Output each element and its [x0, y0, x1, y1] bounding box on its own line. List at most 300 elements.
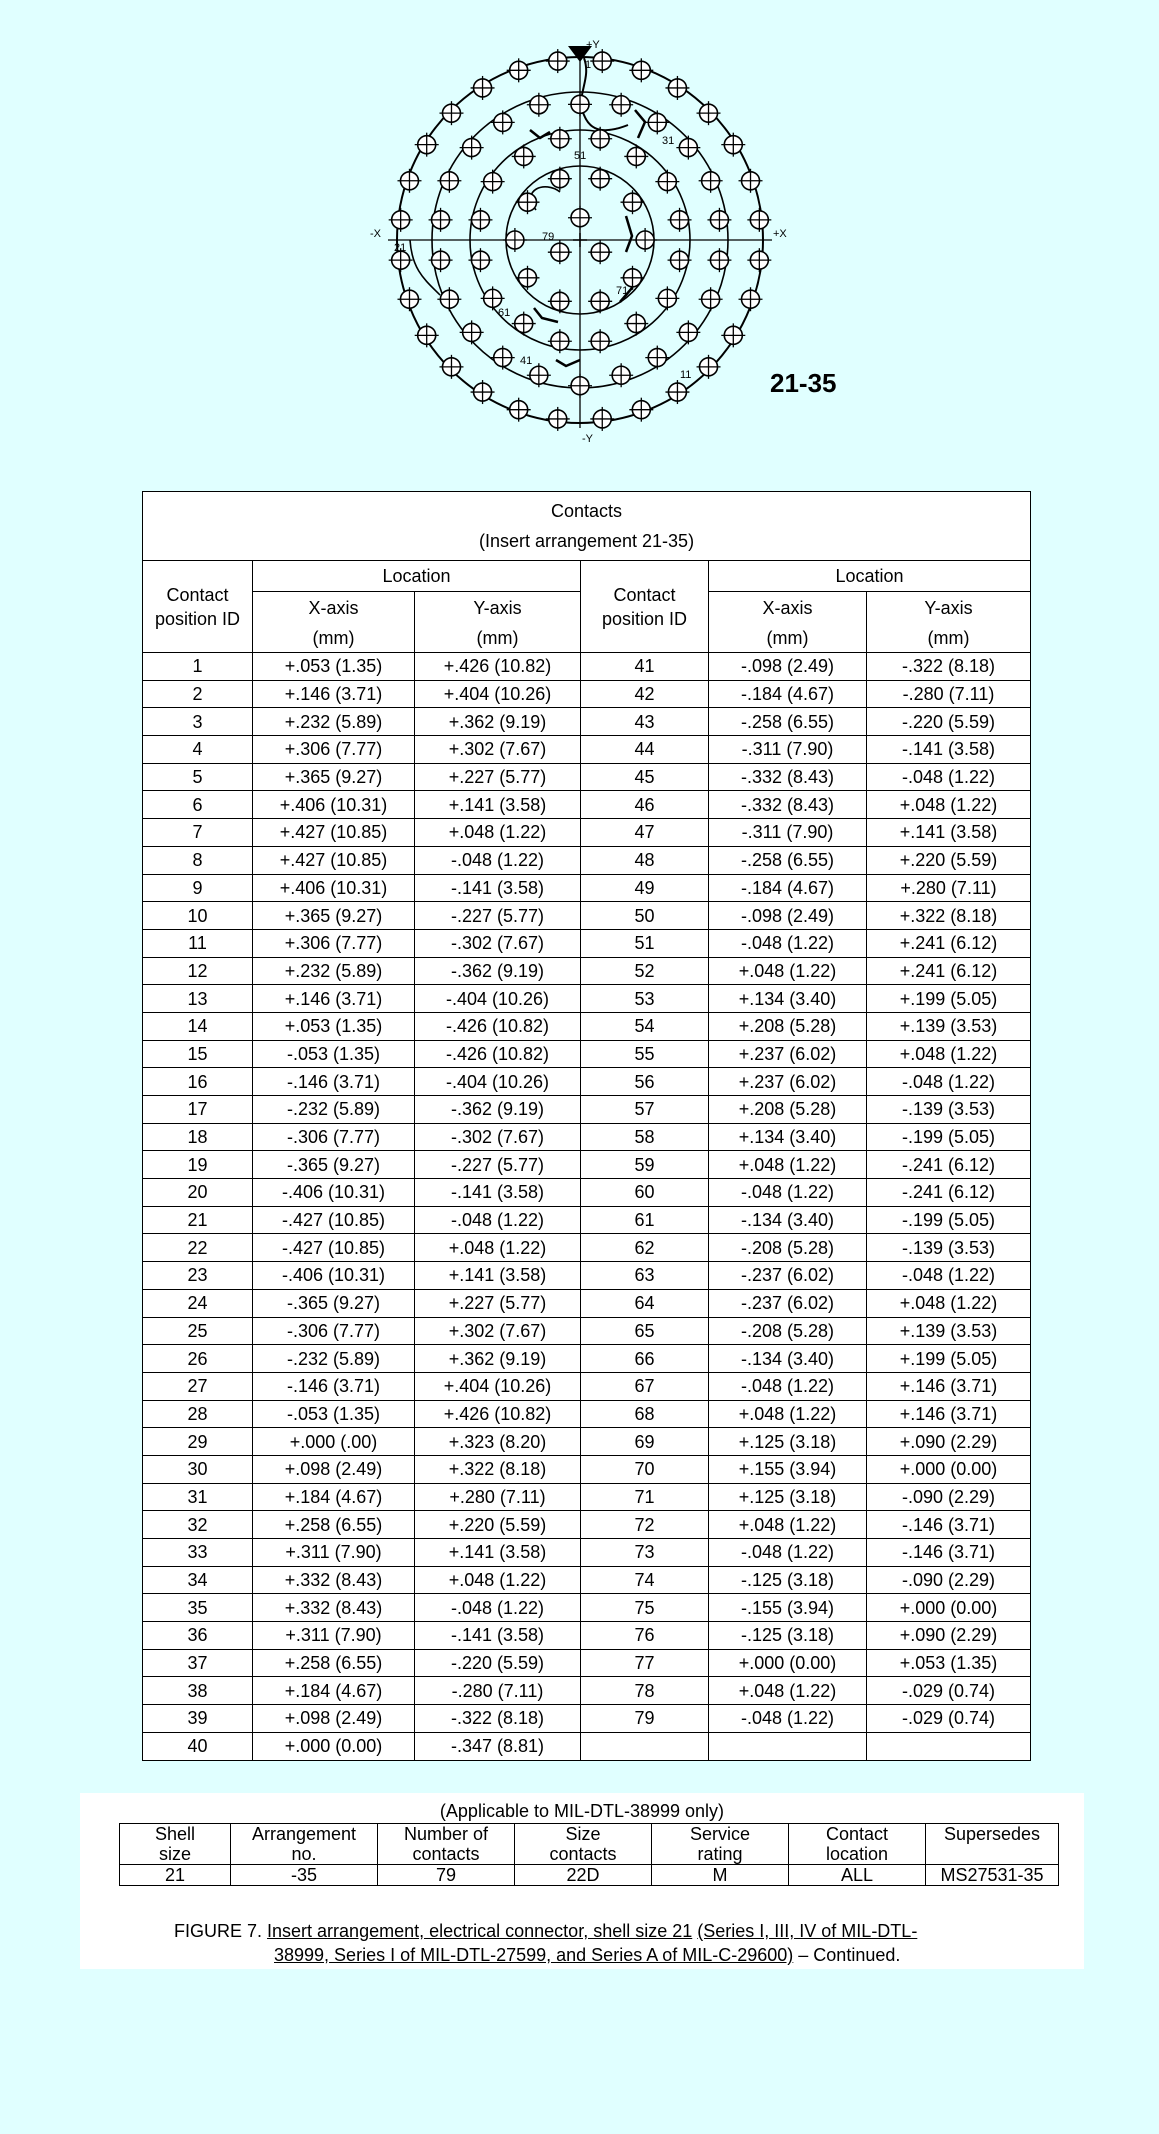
- cell-contact-id: 26: [143, 1345, 253, 1373]
- cell-y-axis: -.199 (5.05): [867, 1123, 1031, 1151]
- cell-y-axis: +.227 (5.77): [415, 1289, 581, 1317]
- table-row: [143, 680, 1031, 708]
- header-contact-id-right: Contact position ID: [581, 561, 709, 653]
- cell-x-axis: +.306 (7.77): [253, 929, 415, 957]
- caption-title: Insert arrangement, electrical connector, shell size 21: [267, 1921, 693, 1941]
- cell-x-axis: +.306 (7.77): [253, 736, 415, 764]
- cell-y-axis: +.220 (5.59): [415, 1511, 581, 1539]
- contact-symbol: [468, 208, 492, 232]
- cell-contact-id: 39: [143, 1705, 253, 1733]
- header-unit-y-left: (mm): [415, 624, 581, 653]
- table-row: [143, 1677, 1031, 1705]
- cell-contact-id: 25: [143, 1317, 253, 1345]
- cell-x-axis: -.232 (5.89): [253, 1096, 415, 1124]
- figure-caption: [174, 1919, 1014, 1967]
- cell-x-axis: -.125 (3.18): [709, 1622, 867, 1650]
- header-x-axis-left: X-axis: [253, 592, 415, 625]
- contact-symbol: [655, 170, 679, 194]
- cell-y-axis: -.199 (5.05): [867, 1206, 1031, 1234]
- cell-contact-id: 57: [581, 1096, 709, 1124]
- header-x-axis-right: X-axis: [709, 592, 867, 625]
- cell-x-axis: -.406 (10.31): [253, 1179, 415, 1207]
- cell-y-axis: +.000 (0.00): [867, 1594, 1031, 1622]
- cell-y-axis: +.426 (10.82): [415, 1400, 581, 1428]
- cell-y-axis: -.322 (8.18): [867, 653, 1031, 681]
- cell-x-axis: -.237 (6.02): [709, 1262, 867, 1290]
- cell-x-axis: -.048 (1.22): [709, 1539, 867, 1567]
- table-row: [143, 1206, 1031, 1234]
- spec-header-line: Number of: [403, 1824, 489, 1844]
- cell-y-axis: +.322 (8.18): [415, 1455, 581, 1483]
- cell-x-axis: +.000 (.00): [253, 1428, 415, 1456]
- table-row: [143, 1068, 1031, 1096]
- spec-header-cell: [515, 1824, 652, 1865]
- cell-y-axis: -.241 (6.12): [867, 1179, 1031, 1207]
- table-row: [143, 1566, 1031, 1594]
- cell-contact-id: 23: [143, 1262, 253, 1290]
- contacts-title-line2: (Insert arrangement 21-35): [478, 531, 695, 551]
- cell-y-axis: +.053 (1.35): [867, 1649, 1031, 1677]
- cell-y-axis: -.362 (9.19): [415, 957, 581, 985]
- cell-x-axis: [709, 1732, 867, 1760]
- cell-y-axis: -.302 (7.67): [415, 929, 581, 957]
- cell-contact-id: 58: [581, 1123, 709, 1151]
- cell-x-axis: +.048 (1.22): [709, 957, 867, 985]
- spec-header-line: [926, 1844, 1058, 1864]
- cell-contact-id: 68: [581, 1400, 709, 1428]
- cell-contact-id: 70: [581, 1455, 709, 1483]
- position-label-79: 79: [542, 231, 555, 243]
- cell-x-axis: -.232 (5.89): [253, 1345, 415, 1373]
- cell-x-axis: -.184 (4.67): [709, 874, 867, 902]
- spec-header-cell: [652, 1824, 789, 1865]
- cell-y-axis: +.000 (0.00): [867, 1455, 1031, 1483]
- cell-y-axis: +.302 (7.67): [415, 1317, 581, 1345]
- cell-contact-id: [581, 1732, 709, 1760]
- position-label-31: 31: [662, 135, 675, 147]
- cell-y-axis: +.199 (5.05): [867, 985, 1031, 1013]
- table-row: [143, 1649, 1031, 1677]
- cell-contact-id: 78: [581, 1677, 709, 1705]
- cell-y-axis: -.220 (5.59): [415, 1649, 581, 1677]
- cell-x-axis: -.184 (4.67): [709, 680, 867, 708]
- contact-symbol: [590, 407, 614, 431]
- cell-contact-id: 50: [581, 902, 709, 930]
- table-row: [143, 1455, 1031, 1483]
- cell-x-axis: +.053 (1.35): [253, 653, 415, 681]
- cell-y-axis: -.048 (1.22): [867, 1068, 1031, 1096]
- cell-contact-id: 75: [581, 1594, 709, 1622]
- cell-x-axis: -.311 (7.90): [709, 736, 867, 764]
- cell-contact-id: 59: [581, 1151, 709, 1179]
- contact-symbol: [739, 169, 763, 193]
- contact-symbol: [516, 190, 540, 214]
- cell-x-axis: +.125 (3.18): [709, 1483, 867, 1511]
- contact-symbol: [468, 248, 492, 272]
- cell-contact-id: 24: [143, 1289, 253, 1317]
- contact-symbol: [491, 110, 515, 134]
- spec-header-line: Contact: [825, 1824, 889, 1844]
- contact-symbol: [481, 170, 505, 194]
- header-unit-y-right: (mm): [867, 624, 1031, 653]
- table-row: [143, 1289, 1031, 1317]
- cell-y-axis: +.048 (1.22): [867, 791, 1031, 819]
- cell-y-axis: +.302 (7.67): [415, 736, 581, 764]
- caption-series-part2: 38999, Series I of MIL-DTL-27599, and Series A of MIL-C-29600): [274, 1945, 794, 1965]
- cell-y-axis: +.362 (9.19): [415, 1345, 581, 1373]
- contact-symbol: [676, 136, 700, 160]
- cell-contact-id: 74: [581, 1566, 709, 1594]
- spec-header-line: contacts: [549, 1844, 617, 1864]
- spec-values-row: [120, 1865, 1059, 1886]
- cell-contact-id: 14: [143, 1012, 253, 1040]
- cell-x-axis: +.365 (9.27): [253, 763, 415, 791]
- position-label-51: 51: [574, 150, 587, 162]
- spec-header-line: Service: [689, 1824, 751, 1844]
- cell-contact-id: 44: [581, 736, 709, 764]
- contact-symbol: [697, 101, 721, 125]
- cell-x-axis: -.427 (10.85): [253, 1234, 415, 1262]
- cell-y-axis: +.048 (1.22): [415, 1566, 581, 1594]
- spec-header-cell: [231, 1824, 378, 1865]
- header-unit-x-right: (mm): [709, 624, 867, 653]
- cell-y-axis: -.280 (7.11): [415, 1677, 581, 1705]
- cell-contact-id: 8: [143, 846, 253, 874]
- cell-contact-id: 2: [143, 680, 253, 708]
- contact-symbol: [397, 287, 421, 311]
- contacts-table-title: [143, 492, 1031, 561]
- cell-contact-id: 76: [581, 1622, 709, 1650]
- cell-contact-id: 3: [143, 708, 253, 736]
- cell-contact-id: 64: [581, 1289, 709, 1317]
- cell-x-axis: -.048 (1.22): [709, 929, 867, 957]
- cell-y-axis: +.404 (10.26): [415, 680, 581, 708]
- table-row: [143, 708, 1031, 736]
- cell-contact-id: 34: [143, 1566, 253, 1594]
- insert-arrangement-diagram: [370, 40, 790, 450]
- cell-y-axis: +.139 (3.53): [867, 1317, 1031, 1345]
- table-row: [143, 1483, 1031, 1511]
- table-row: [143, 1262, 1031, 1290]
- cell-y-axis: +.048 (1.22): [867, 1040, 1031, 1068]
- cell-x-axis: -.048 (1.22): [709, 1179, 867, 1207]
- contact-symbol: [512, 144, 536, 168]
- contact-symbol: [546, 49, 570, 73]
- cell-y-axis: -.227 (5.77): [415, 902, 581, 930]
- cell-x-axis: +.048 (1.22): [709, 1400, 867, 1428]
- cell-contact-id: 52: [581, 957, 709, 985]
- cell-contact-id: 79: [581, 1705, 709, 1733]
- cell-x-axis: +.406 (10.31): [253, 791, 415, 819]
- cell-x-axis: -.258 (6.55): [709, 846, 867, 874]
- cell-contact-id: 17: [143, 1096, 253, 1124]
- table-row: [143, 791, 1031, 819]
- cell-x-axis: +.406 (10.31): [253, 874, 415, 902]
- table-row: [143, 874, 1031, 902]
- spec-header-line: Shell: [154, 1824, 196, 1844]
- spec-header-cell: [789, 1824, 926, 1865]
- contact-symbol: [389, 208, 413, 232]
- cell-y-axis: -.426 (10.82): [415, 1012, 581, 1040]
- cell-x-axis: +.427 (10.85): [253, 846, 415, 874]
- cell-y-axis: -.322 (8.18): [415, 1705, 581, 1733]
- contact-symbol: [747, 248, 771, 272]
- cell-y-axis: -.090 (2.29): [867, 1483, 1031, 1511]
- cell-x-axis: +.311 (7.90): [253, 1539, 415, 1567]
- cell-y-axis: -.048 (1.22): [415, 1594, 581, 1622]
- caption-line1: [174, 1919, 1014, 1943]
- axis-label-neg-y: -Y: [582, 433, 593, 445]
- position-label-71: 71: [616, 285, 629, 297]
- cell-x-axis: +.311 (7.90): [253, 1622, 415, 1650]
- cell-x-axis: +.258 (6.55): [253, 1511, 415, 1539]
- cell-contact-id: 20: [143, 1179, 253, 1207]
- cell-y-axis: +.141 (3.58): [415, 1539, 581, 1567]
- contact-symbol: [747, 208, 771, 232]
- cell-contact-id: 71: [581, 1483, 709, 1511]
- cell-y-axis: +.241 (6.12): [867, 929, 1031, 957]
- cell-contact-id: 7: [143, 819, 253, 847]
- cell-contact-id: 49: [581, 874, 709, 902]
- cell-contact-id: 69: [581, 1428, 709, 1456]
- cell-contact-id: 42: [581, 680, 709, 708]
- table-row: [143, 1096, 1031, 1124]
- cell-x-axis: -.134 (3.40): [709, 1206, 867, 1234]
- cell-contact-id: 45: [581, 763, 709, 791]
- cell-contact-id: 18: [143, 1123, 253, 1151]
- cell-y-axis: +.404 (10.26): [415, 1372, 581, 1400]
- cell-y-axis: +.139 (3.53): [867, 1012, 1031, 1040]
- cell-x-axis: -.134 (3.40): [709, 1345, 867, 1373]
- cell-y-axis: -.347 (8.81): [415, 1732, 581, 1760]
- table-row: [143, 1428, 1031, 1456]
- cell-x-axis: -.311 (7.90): [709, 819, 867, 847]
- spec-header-line: contacts: [412, 1844, 480, 1864]
- cell-contact-id: 40: [143, 1732, 253, 1760]
- table-row: [143, 1012, 1031, 1040]
- spec-value-cell: MS27531-35: [926, 1865, 1059, 1886]
- spec-value-cell: ALL: [789, 1865, 926, 1886]
- cell-y-axis: +.090 (2.29): [867, 1622, 1031, 1650]
- arrangement-label: 21-35: [770, 368, 837, 398]
- cell-y-axis: +.146 (3.71): [867, 1400, 1031, 1428]
- spec-header-line: Supersedes: [943, 1824, 1041, 1844]
- cell-contact-id: 21: [143, 1206, 253, 1234]
- cell-x-axis: +.048 (1.22): [709, 1151, 867, 1179]
- cell-y-axis: -.048 (1.22): [415, 846, 581, 874]
- spec-header-cell: [378, 1824, 515, 1865]
- cell-x-axis: -.306 (7.77): [253, 1317, 415, 1345]
- cell-y-axis: -.048 (1.22): [867, 763, 1031, 791]
- contact-symbol: [645, 110, 669, 134]
- cell-x-axis: +.000 (0.00): [709, 1649, 867, 1677]
- cell-y-axis: +.362 (9.19): [415, 708, 581, 736]
- contact-symbol: [507, 58, 531, 82]
- cell-x-axis: -.427 (10.85): [253, 1206, 415, 1234]
- cell-contact-id: 29: [143, 1428, 253, 1456]
- cell-x-axis: -.053 (1.35): [253, 1040, 415, 1068]
- cell-y-axis: +.322 (8.18): [867, 902, 1031, 930]
- cell-x-axis: -.208 (5.28): [709, 1234, 867, 1262]
- cell-contact-id: 15: [143, 1040, 253, 1068]
- cell-contact-id: 67: [581, 1372, 709, 1400]
- spec-header-line: Arrangement: [251, 1824, 357, 1844]
- cell-x-axis: -.365 (9.27): [253, 1289, 415, 1317]
- cell-y-axis: -.146 (3.71): [867, 1539, 1031, 1567]
- applicability-note: (Applicable to MIL-DTL-38999 only): [439, 1801, 725, 1821]
- cell-x-axis: +.146 (3.71): [253, 680, 415, 708]
- cell-x-axis: -.365 (9.27): [253, 1151, 415, 1179]
- cell-contact-id: 36: [143, 1622, 253, 1650]
- cell-y-axis: +.280 (7.11): [415, 1483, 581, 1511]
- cell-y-axis: -.048 (1.22): [415, 1206, 581, 1234]
- cell-contact-id: 37: [143, 1649, 253, 1677]
- header-unit-x-left: (mm): [253, 624, 415, 653]
- cell-contact-id: 53: [581, 985, 709, 1013]
- cell-contact-id: 62: [581, 1234, 709, 1262]
- cell-x-axis: +.125 (3.18): [709, 1428, 867, 1456]
- contact-symbol: [629, 58, 653, 82]
- table-row: [143, 1317, 1031, 1345]
- contact-symbol: [588, 167, 612, 191]
- contacts-table-body: [143, 653, 1031, 1761]
- cell-x-axis: +.208 (5.28): [709, 1012, 867, 1040]
- cell-x-axis: -.208 (5.28): [709, 1317, 867, 1345]
- cell-contact-id: 55: [581, 1040, 709, 1068]
- caption-prefix: FIGURE 7.: [174, 1921, 263, 1941]
- cell-contact-id: 27: [143, 1372, 253, 1400]
- cell-x-axis: +.184 (4.67): [253, 1677, 415, 1705]
- cell-x-axis: +.134 (3.40): [709, 985, 867, 1013]
- table-row: [143, 985, 1031, 1013]
- cell-contact-id: 47: [581, 819, 709, 847]
- table-row: [143, 1705, 1031, 1733]
- spec-header-line: no.: [291, 1844, 317, 1864]
- cell-x-axis: +.184 (4.67): [253, 1483, 415, 1511]
- table-row: [143, 1511, 1031, 1539]
- contact-symbol: [645, 346, 669, 370]
- contact-symbol: [624, 144, 648, 168]
- spec-value-cell: 21: [120, 1865, 231, 1886]
- cell-y-axis: -.139 (3.53): [867, 1096, 1031, 1124]
- contact-symbol: [668, 248, 692, 272]
- position-label-11: 11: [680, 369, 692, 381]
- cell-y-axis: -.029 (0.74): [867, 1677, 1031, 1705]
- spec-header-line: size: [158, 1844, 191, 1864]
- table-row: [143, 763, 1031, 791]
- contact-symbol: [548, 240, 572, 264]
- table-row: [143, 1372, 1031, 1400]
- contact-symbol: [439, 355, 463, 379]
- spec-header-row: [120, 1824, 1059, 1865]
- cell-contact-id: 43: [581, 708, 709, 736]
- contact-symbol: [516, 266, 540, 290]
- cell-contact-id: 30: [143, 1455, 253, 1483]
- spec-value-cell: 22D: [515, 1865, 652, 1886]
- cell-x-axis: -.048 (1.22): [709, 1705, 867, 1733]
- cell-x-axis: -.098 (2.49): [709, 902, 867, 930]
- specification-table: [119, 1823, 1059, 1886]
- cell-x-axis: +.232 (5.89): [253, 708, 415, 736]
- table-row: [143, 1622, 1031, 1650]
- table-row: [143, 902, 1031, 930]
- cell-x-axis: +.134 (3.40): [709, 1123, 867, 1151]
- cell-contact-id: 48: [581, 846, 709, 874]
- table-row: [143, 929, 1031, 957]
- table-row: [143, 957, 1031, 985]
- cell-x-axis: +.237 (6.02): [709, 1040, 867, 1068]
- cell-contact-id: 19: [143, 1151, 253, 1179]
- cell-x-axis: -.125 (3.18): [709, 1566, 867, 1594]
- cell-contact-id: 46: [581, 791, 709, 819]
- spec-value-cell: M: [652, 1865, 789, 1886]
- axis-label-pos-y: +Y: [586, 40, 600, 51]
- cell-y-axis: -.280 (7.11): [867, 680, 1031, 708]
- cell-contact-id: 73: [581, 1539, 709, 1567]
- table-row: [143, 1151, 1031, 1179]
- cell-y-axis: +.146 (3.71): [867, 1372, 1031, 1400]
- cell-x-axis: -.306 (7.77): [253, 1123, 415, 1151]
- cell-contact-id: 4: [143, 736, 253, 764]
- cell-x-axis: -.098 (2.49): [709, 653, 867, 681]
- cell-y-axis: +.141 (3.58): [415, 1262, 581, 1290]
- cell-x-axis: -.258 (6.55): [709, 708, 867, 736]
- contact-symbol: [655, 286, 679, 310]
- cell-y-axis: +.090 (2.29): [867, 1428, 1031, 1456]
- table-row: [143, 653, 1031, 681]
- cell-contact-id: 38: [143, 1677, 253, 1705]
- cell-x-axis: +.258 (6.55): [253, 1649, 415, 1677]
- contact-symbol: [588, 289, 612, 313]
- cell-y-axis: -.048 (1.22): [867, 1262, 1031, 1290]
- cell-contact-id: 56: [581, 1068, 709, 1096]
- cell-x-axis: +.053 (1.35): [253, 1012, 415, 1040]
- contact-symbol: [739, 287, 763, 311]
- cell-y-axis: +.199 (5.05): [867, 1345, 1031, 1373]
- cell-y-axis: -.029 (0.74): [867, 1705, 1031, 1733]
- cell-contact-id: 10: [143, 902, 253, 930]
- spec-header-line: Size: [565, 1824, 601, 1844]
- cell-x-axis: +.232 (5.89): [253, 957, 415, 985]
- cell-y-axis: -.146 (3.71): [867, 1511, 1031, 1539]
- cell-contact-id: 60: [581, 1179, 709, 1207]
- cell-y-axis: [867, 1732, 1031, 1760]
- contact-symbol: [439, 101, 463, 125]
- cell-y-axis: -.426 (10.82): [415, 1040, 581, 1068]
- contact-symbol: [676, 320, 700, 344]
- axis-label-neg-x: -X: [370, 228, 381, 240]
- table-row: [143, 1040, 1031, 1068]
- cell-contact-id: 72: [581, 1511, 709, 1539]
- cell-x-axis: +.048 (1.22): [709, 1511, 867, 1539]
- table-row: [143, 1123, 1031, 1151]
- cell-contact-id: 54: [581, 1012, 709, 1040]
- contact-symbol: [507, 398, 531, 422]
- cell-y-axis: -.141 (3.58): [867, 736, 1031, 764]
- header-y-axis-right: Y-axis: [867, 592, 1031, 625]
- cell-contact-id: 6: [143, 791, 253, 819]
- cell-contact-id: 63: [581, 1262, 709, 1290]
- cell-y-axis: -.302 (7.67): [415, 1123, 581, 1151]
- cell-y-axis: +.426 (10.82): [415, 653, 581, 681]
- header-contact-id-left: Contact position ID: [143, 561, 253, 653]
- cell-x-axis: -.332 (8.43): [709, 763, 867, 791]
- cell-contact-id: 32: [143, 1511, 253, 1539]
- table-row: [143, 1732, 1031, 1760]
- cell-contact-id: 12: [143, 957, 253, 985]
- cell-x-axis: -.146 (3.71): [253, 1068, 415, 1096]
- cell-y-axis: -.227 (5.77): [415, 1151, 581, 1179]
